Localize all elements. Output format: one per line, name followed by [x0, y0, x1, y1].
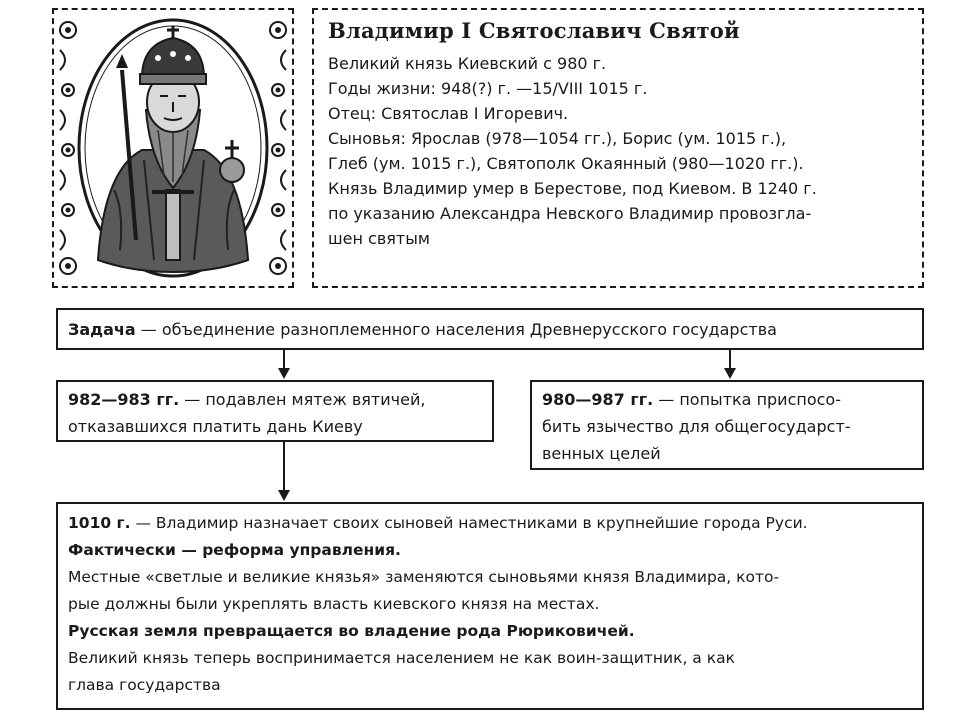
event-text: отказавшихся платить дань Киеву [68, 417, 363, 436]
reform-emphasis: Фактически — реформа управления. [68, 541, 401, 559]
task-box [56, 308, 924, 350]
reform-box-1010 [56, 502, 924, 710]
biography-line: шен святым [328, 229, 430, 248]
event-date: 982—983 гг. [68, 390, 180, 409]
biography-line: Отец: Святослав I Игоревич. [328, 104, 569, 123]
biography-line: Великий князь Киевский с 980 г. [328, 54, 607, 73]
arrow-task-to-right [722, 350, 738, 380]
event-text: бить язычество для общегосударст- [542, 417, 851, 436]
biography-title: Владимир I Святославич Святой [328, 18, 740, 43]
reform-date: 1010 г. [68, 514, 131, 532]
reform-text: Местные «светлые и великие князья» заменяются сыновьями князя Владимира, кото- [68, 568, 780, 586]
arrow-left-to-reform [276, 442, 292, 502]
task-label: Задача [68, 320, 136, 339]
biography-line: Глеб (ум. 1015 г.), Святополк Окаянный (980—1020 гг.). [328, 154, 804, 173]
reform-text: рые должны были укреплять власть киевского князя на местах. [68, 595, 600, 613]
reform-text: Великий князь теперь воспринимается населением не как воин-защитник, а как [68, 649, 735, 667]
arrow-task-to-left [276, 350, 292, 380]
biography-line: Сыновья: Ярослав (978—1054 гг.), Борис (ум. 1015 г.), [328, 129, 787, 148]
event-box-980-987 [530, 380, 924, 470]
reform-emphasis: Русская земля превращается во владение рода Рюриковичей. [68, 622, 635, 640]
portrait-illustration [54, 10, 292, 286]
event-text: — подавлен мятеж вятичей, [179, 390, 426, 409]
portrait-engraving [52, 8, 294, 288]
event-date: 980—987 гг. [542, 390, 654, 409]
reform-text: — Владимир назначает своих сыновей наместниками в крупнейшие города Руси. [130, 514, 808, 532]
biography-card [312, 8, 924, 288]
event-text: венных целей [542, 444, 661, 463]
biography-line: по указанию Александра Невского Владимир провозгла- [328, 204, 812, 223]
task-text: — объединение разноплеменного населения Древнерусского государства [135, 320, 777, 339]
reform-text: глава государства [68, 676, 221, 694]
event-box-982-983 [56, 380, 494, 442]
biography-line: Князь Владимир умер в Берестове, под Киевом. В 1240 г. [328, 179, 817, 198]
event-text: — попытка приспосо- [653, 390, 841, 409]
biography-line: Годы жизни: 948(?) г. —15/VIII 1015 г. [328, 79, 648, 98]
